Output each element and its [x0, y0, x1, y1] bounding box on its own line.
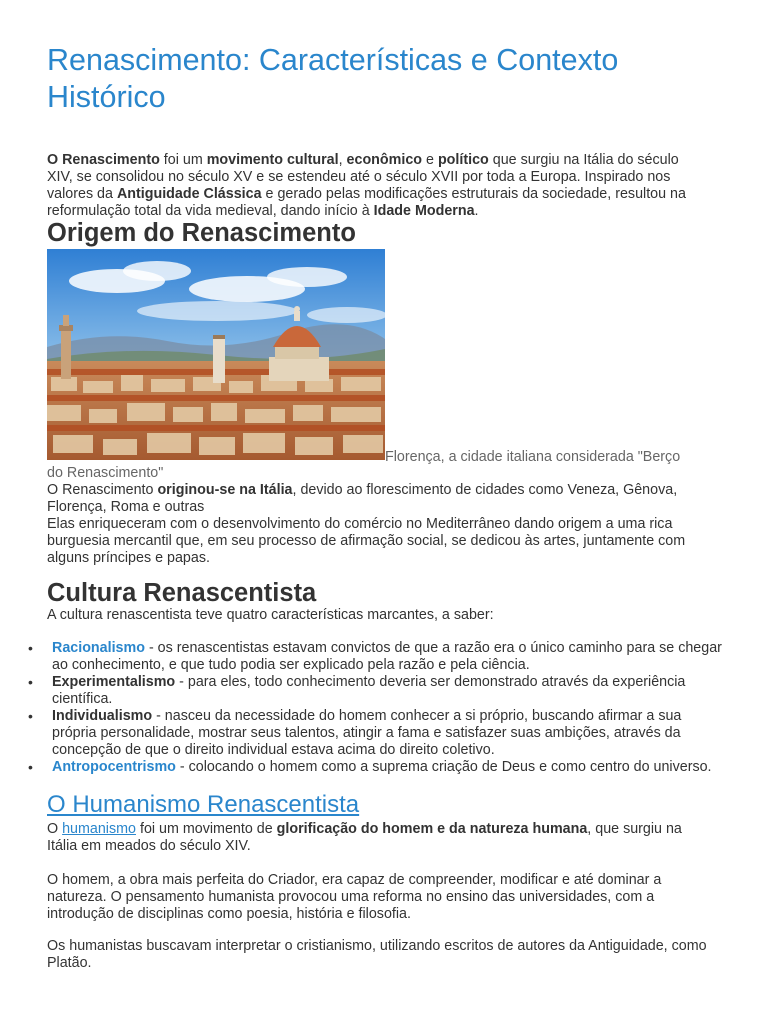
origem-paragraph-1: O Renascimento originou-se na Itália, devido ao florescimento de cidades como Veneza, Gênova, Florença, Roma e outras	[47, 482, 678, 515]
feature-term: Individualismo	[52, 708, 153, 724]
florence-photo	[47, 249, 385, 460]
intro-term-renascimento: O Renascimento	[47, 152, 160, 168]
humanismo-paragraph-2: O homem, a obra mais perfeita do Criador, era capaz de compreender, modificar e até dominar a natureza. O pensamento humanista provocou uma reforma no ensino das universidades, com a introdução de disciplinas como poesia, história e filosofia.	[47, 872, 662, 922]
section-heading-cultura: Cultura Renascentista	[47, 579, 317, 607]
feature-term: Racionalismo	[52, 640, 145, 656]
section-heading-origem: Origem do Renascimento	[47, 219, 356, 247]
photo-caption-continued: do Renascimento"	[47, 465, 164, 481]
cultura-features-list	[28, 640, 727, 776]
page-title: Renascimento: Características e Contexto Histórico	[47, 43, 619, 114]
list-item: • Experimentalismo - para eles, todo conhecimento deveria ser demonstrado através da experiência científica.	[28, 674, 686, 707]
feature-term: Antropocentrismo	[52, 759, 176, 775]
list-item: • Antropocentrismo - colocando o homem como a suprema criação de Deus e como centro do universo.	[28, 759, 712, 775]
humanismo-paragraph-1: O humanismo foi um movimento de glorificação do homem e da natureza humana, que surgiu na Itália em meados do século XIV.	[47, 821, 682, 854]
humanismo-paragraph-3: Os humanistas buscavam interpretar o cristianismo, utilizando escritos de autores da Antiguidade, como Platão.	[47, 938, 707, 971]
section-heading-humanismo[interactable]: O Humanismo Renascentista	[47, 791, 360, 818]
list-item: • Individualismo - nasceu da necessidade do homem conhecer a si próprio, buscando afirmar a sua própria personalidade, mostrar seus talentos, atingir a fama e satisfazer suas ambições, através da concepção de que o direito individual estava acima do direito coletivo.	[28, 708, 682, 758]
cultura-lead: A cultura renascentista teve quatro características marcantes, a saber:	[47, 607, 494, 623]
bullet-icon: •	[28, 759, 33, 775]
photo-caption: Florença, a cidade italiana considerada "Berço	[385, 449, 681, 465]
bullet-icon: •	[28, 640, 33, 656]
origem-paragraph-2: Elas enriqueceram com o desenvolvimento do comércio no Mediterrâneo dando origem a uma rica burguesia mercantil que, em seu processo de afirmação social, se dedicou às artes, juntamente com alguns príncipes e papas.	[47, 516, 686, 566]
list-item: • Racionalismo - os renascentistas estavam convictos de que a razão era o único caminho para se chegar ao conhecimento, e que tudo podia ser explicado pela razão e pela ciência.	[28, 640, 722, 673]
feature-term: Experimentalismo	[52, 674, 176, 690]
intro-paragraph: O Renascimento foi um movimento cultural, econômico e político que surgiu na Itália do século XIV, se consolidou no século XV e se estendeu até o século XVII por toda a Europa. Inspirado nos valores da Antiguidade Clássica e gerado pelas modificações estruturais da sociedade, resultou na reformulação total da vida medieval, dando início à Idade Moderna.	[47, 152, 686, 219]
humanismo-link[interactable]: humanismo	[62, 821, 136, 837]
bullet-icon: •	[28, 674, 33, 690]
bullet-icon: •	[28, 708, 33, 724]
